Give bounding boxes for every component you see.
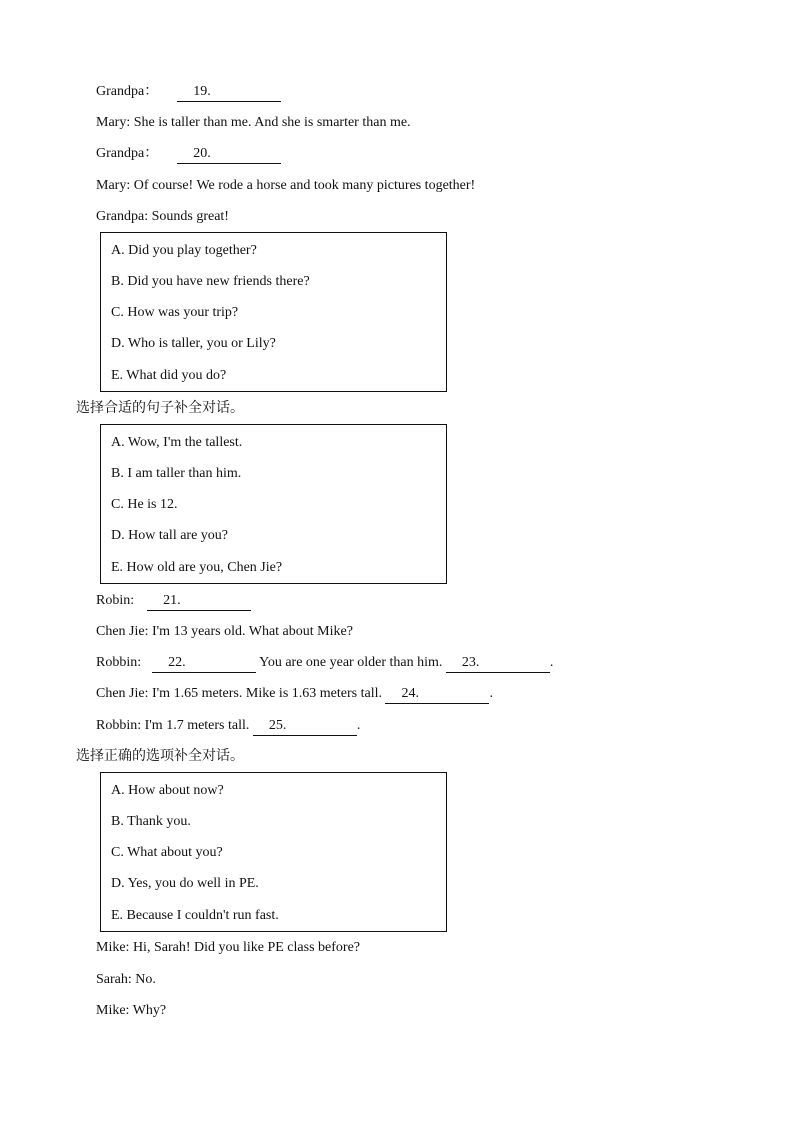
option-d: D. How tall are you? — [111, 528, 229, 543]
answer-blank-20[interactable]: 20. — [177, 145, 281, 164]
options-box-3 — [100, 772, 447, 932]
dialogue-text: Robbin: I'm 1.7 meters tall. — [96, 718, 250, 733]
option-e: E. Because I couldn't run fast. — [111, 908, 279, 923]
option-a: A. Did you play together? — [111, 243, 257, 258]
option-b: B. Thank you. — [111, 814, 191, 829]
option-c: C. What about you? — [111, 845, 223, 860]
speaker: Grandpa: — [96, 209, 149, 224]
dialogue-text: Of course! We rode a horse and took many pictures together! — [133, 178, 476, 193]
dialogue-text: Sounds great! — [151, 209, 229, 224]
answer-blank-22[interactable]: 22. — [152, 654, 256, 673]
dialogue-line-mike-2: Mike: Why? — [96, 1003, 167, 1018]
dialogue-line-robbin-25 — [96, 717, 360, 736]
section-instruction-3: 选择正确的选项补全对话。 — [76, 748, 244, 764]
options-box-1 — [100, 232, 447, 392]
option-c: C. How was your trip? — [111, 305, 239, 320]
dialogue-text: Chen Jie: I'm 1.65 meters. Mike is 1.63 meters tall. — [96, 686, 382, 701]
section-instruction-2: 选择合适的句子补全对话。 — [76, 400, 244, 416]
speaker: Robbin: — [96, 655, 142, 670]
option-e: E. How old are you, Chen Jie? — [111, 560, 283, 575]
options-box-2 — [100, 424, 447, 584]
dialogue-line-mike-1: Mike: Hi, Sarah! Did you like PE class before? — [96, 940, 360, 955]
option-a: A. How about now? — [111, 783, 224, 798]
period: . — [356, 718, 361, 733]
period: . — [549, 655, 554, 670]
speaker: Mary: — [96, 178, 131, 193]
option-d: D. Who is taller, you or Lily? — [111, 336, 276, 351]
option-d: D. Yes, you do well in PE. — [111, 876, 259, 891]
dialogue-line-robin-21 — [96, 592, 251, 611]
speaker: Grandpa： — [96, 146, 159, 161]
dialogue-line-mary-2 — [96, 177, 475, 195]
answer-blank-21[interactable]: 21. — [147, 592, 251, 611]
speaker: Mary: — [96, 115, 131, 130]
option-b: B. I am taller than him. — [111, 466, 242, 481]
answer-blank-19[interactable]: 19. — [177, 83, 281, 102]
dialogue-line-sarah-1: Sarah: No. — [96, 972, 156, 987]
dialogue-text: She is taller than me. And she is smarter than me. — [133, 115, 411, 130]
period: . — [489, 686, 493, 701]
answer-blank-24[interactable]: 24. — [385, 685, 489, 704]
dialogue-line-grandpa-20 — [96, 145, 281, 164]
answer-blank-23[interactable]: 23. — [446, 654, 550, 673]
speaker: Robin: — [96, 593, 135, 608]
option-c: C. He is 12. — [111, 497, 178, 512]
dialogue-text: You are one year older than him. — [259, 655, 443, 670]
dialogue-line-grandpa-3 — [96, 208, 229, 226]
option-e: E. What did you do? — [111, 368, 227, 383]
answer-blank-25[interactable]: 25. — [253, 717, 357, 736]
dialogue-line-grandpa-19 — [96, 83, 281, 102]
dialogue-line-chenjie-1: Chen Jie: I'm 13 years old. What about Mike? — [96, 624, 353, 639]
option-a: A. Wow, I'm the tallest. — [111, 435, 243, 450]
dialogue-line-mary-1 — [96, 114, 411, 132]
dialogue-line-robbin-22-23 — [96, 654, 553, 673]
dialogue-line-chenjie-24 — [96, 685, 493, 704]
speaker: Grandpa： — [96, 84, 159, 99]
option-b: B. Did you have new friends there? — [111, 274, 310, 289]
